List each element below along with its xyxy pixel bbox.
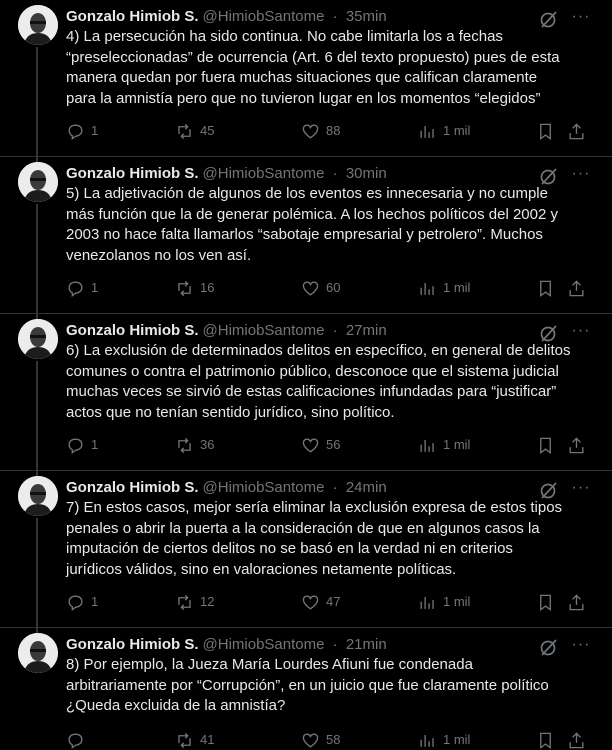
heart-icon: [301, 279, 320, 298]
share-button[interactable]: [567, 121, 586, 141]
like-count: 60: [326, 280, 341, 295]
grok-icon[interactable]: [539, 637, 559, 657]
views-icon: [418, 279, 437, 298]
view-count: 1 mil: [443, 437, 471, 452]
bookmark-button[interactable]: [536, 278, 555, 298]
avatar[interactable]: [18, 162, 58, 202]
bookmark-icon: [536, 731, 555, 750]
retweet-icon: [175, 593, 194, 612]
grok-icon[interactable]: [539, 480, 559, 500]
share-icon: [567, 279, 586, 298]
like-button[interactable]: [301, 121, 340, 141]
timestamp[interactable]: 30min: [345, 165, 387, 182]
reply-button[interactable]: [66, 730, 91, 750]
reply-button[interactable]: [66, 435, 98, 455]
share-icon: [567, 122, 586, 141]
retweet-icon: [175, 436, 194, 455]
author-handle[interactable]: @HimiobSantome: [202, 479, 325, 496]
thread-line: [36, 204, 38, 314]
retweet-count: 45: [200, 123, 215, 138]
share-icon: [567, 593, 586, 612]
grok-icon[interactable]: [539, 9, 559, 29]
author-handle[interactable]: @HimiobSantome: [202, 322, 325, 339]
views-icon: [418, 436, 437, 455]
grok-icon[interactable]: [539, 166, 559, 186]
thread-line: [36, 361, 38, 471]
retweet-button[interactable]: [175, 121, 214, 141]
reply-button[interactable]: [66, 121, 98, 141]
retweet-button[interactable]: [175, 592, 214, 612]
avatar[interactable]: [18, 633, 58, 673]
retweet-count: 41: [200, 732, 215, 747]
tweet[interactable]: Gonzalo Himiob S. @HimiobSantome · 35min ··· 4) La persecución ha sido continua. No cabe limitarla los a fechas “preseleccionadas” de ocurrencia (Art. 6 del texto propuesto) pues de esta manera quedan por fuera muchas situaciones que califican claramente para la amnistía pero que no tuvieron lugar en los momentos “elegidos” 1 45 88 1 mil: [0, 0, 612, 157]
author-name[interactable]: Gonzalo Himiob S.: [66, 636, 199, 653]
tweet[interactable]: Gonzalo Himiob S. @HimiobSantome · 30min ··· 5) La adjetivación de algunos de los eventos es innecesaria y no cumple más función que la de generar polémica. A los hechos políticos del 2002 y 2003 no hace falta llamarlos “sabotaje empresarial y petrolero”. Muchos venezolanos no los ven así. 1 16 60 1 mil: [0, 157, 612, 314]
views-icon: [418, 593, 437, 612]
views-icon: [418, 122, 437, 141]
reply-count: 1: [91, 280, 99, 295]
tweet-text: 6) La exclusión de determinados delitos en específico, en general de delitos comunes o contra el patrimonio público, desconoce que el sistema judicial muchas veces se sirvió de estas calificaciones infundadas para “justificar” actos que no tenían sentido jurídico, sino político.: [66, 342, 571, 421]
retweet-button[interactable]: [175, 278, 214, 298]
bookmark-button[interactable]: [536, 730, 555, 750]
reply-button[interactable]: [66, 278, 98, 298]
reply-icon: [66, 593, 85, 612]
avatar[interactable]: [18, 319, 58, 359]
tweet-text: 7) En estos casos, mejor sería eliminar la exclusión expresa de estos tipos penales o abrir la puerta a la consideración de que en algunos casos la imputación de ciertos delitos no se basó en la verdad ni en criterios jurídicos válidos, sino en valoraciones netamente políticas.: [66, 499, 563, 578]
like-count: 56: [326, 437, 341, 452]
retweet-count: 36: [200, 437, 215, 452]
like-count: 47: [326, 594, 341, 609]
reply-button[interactable]: [66, 592, 98, 612]
timestamp[interactable]: 27min: [345, 322, 387, 339]
thread-line: [36, 518, 38, 628]
share-button[interactable]: [567, 730, 586, 750]
author-name[interactable]: Gonzalo Himiob S.: [66, 479, 199, 496]
retweet-icon: [175, 122, 194, 141]
more-icon[interactable]: ···: [571, 165, 591, 182]
like-count: 58: [326, 732, 341, 747]
author-handle[interactable]: @HimiobSantome: [202, 8, 325, 25]
author-handle[interactable]: @HimiobSantome: [202, 165, 325, 182]
retweet-button[interactable]: [175, 435, 214, 455]
reply-icon: [66, 279, 85, 298]
share-button[interactable]: [567, 592, 586, 612]
views-button[interactable]: [418, 435, 470, 455]
tweet[interactable]: Gonzalo Himiob S. @HimiobSantome · 21min ··· 8) Por ejemplo, la Jueza María Lourdes Afiuni fue condenada arbitrariamente por “Corrupción”, en un juicio que fue claramente político ¿Queda excluida de la amnistía? 41 58 1 mil: [0, 628, 612, 748]
share-button[interactable]: [567, 435, 586, 455]
reply-count: 1: [91, 437, 99, 452]
author-handle[interactable]: @HimiobSantome: [202, 636, 325, 653]
timestamp[interactable]: 21min: [345, 636, 387, 653]
thread-line: [36, 47, 38, 157]
views-button[interactable]: [418, 592, 470, 612]
heart-icon: [301, 436, 320, 455]
views-button[interactable]: [418, 730, 470, 750]
views-button[interactable]: [418, 121, 470, 141]
like-button[interactable]: [301, 278, 340, 298]
views-icon: [418, 731, 437, 750]
like-button[interactable]: [301, 435, 340, 455]
heart-icon: [301, 731, 320, 750]
reply-icon: [66, 436, 85, 455]
bookmark-icon: [536, 593, 555, 612]
like-count: 88: [326, 123, 341, 138]
retweet-count: 12: [200, 594, 215, 609]
author-name[interactable]: Gonzalo Himiob S.: [66, 322, 199, 339]
like-button[interactable]: [301, 730, 340, 750]
timestamp[interactable]: 24min: [345, 479, 387, 496]
share-icon: [567, 731, 586, 750]
grok-icon[interactable]: [539, 323, 559, 343]
tweet-text: 4) La persecución ha sido continua. No cabe limitarla los a fechas “preseleccionadas” de ocurrencia (Art. 6 del texto propuesto) pues de esta manera quedan por fuera muchas situaciones que califican claramente para la amnistía pero que no tuvieron lugar en los momentos “elegidos”: [66, 28, 560, 107]
timestamp[interactable]: 35min: [345, 8, 387, 25]
avatar[interactable]: [18, 476, 58, 516]
tweet[interactable]: Gonzalo Himiob S. @HimiobSantome · 27min ··· 6) La exclusión de determinados delitos en específico, en general de delitos comunes o contra el patrimonio público, desconoce que el sistema judicial muchas veces se sirvió de estas calificaciones infundadas para “justificar” actos que no tenían sentido jurídico, sino político. 1 36 56 1 mil: [0, 314, 612, 471]
share-icon: [567, 436, 586, 455]
retweet-count: 16: [200, 280, 215, 295]
more-icon[interactable]: ···: [571, 322, 591, 339]
like-button[interactable]: [301, 592, 340, 612]
retweet-button[interactable]: [175, 730, 214, 750]
bookmark-button[interactable]: [536, 435, 555, 455]
bookmark-icon: [536, 122, 555, 141]
avatar[interactable]: [18, 5, 58, 45]
author-name[interactable]: Gonzalo Himiob S.: [66, 8, 199, 25]
heart-icon: [301, 122, 320, 141]
heart-icon: [301, 593, 320, 612]
author-name[interactable]: Gonzalo Himiob S.: [66, 165, 199, 182]
more-icon[interactable]: ···: [571, 636, 591, 653]
bookmark-button[interactable]: [536, 592, 555, 612]
bookmark-button[interactable]: [536, 121, 555, 141]
more-icon[interactable]: ···: [571, 8, 591, 25]
view-count: 1 mil: [443, 123, 471, 138]
share-button[interactable]: [567, 278, 586, 298]
reply-count: 1: [91, 123, 99, 138]
more-icon[interactable]: ···: [571, 479, 591, 496]
bookmark-icon: [536, 279, 555, 298]
views-button[interactable]: [418, 278, 470, 298]
view-count: 1 mil: [443, 594, 471, 609]
tweet-text: 8) Por ejemplo, la Jueza María Lourdes Afiuni fue condenada arbitrariamente por “Corrupción”, en un juicio que fue claramente político ¿Queda excluida de la amnistía?: [66, 656, 549, 714]
retweet-icon: [175, 731, 194, 750]
reply-icon: [66, 731, 85, 750]
reply-count: 1: [91, 594, 99, 609]
tweet-text: 5) La adjetivación de algunos de los eventos es innecesaria y no cumple más función que la de generar polémica. A los hechos políticos del 2002 y 2003 no hace falta llamarlos “sabotaje empresarial y petrolero”. Muchos venezolanos no los ven así.: [66, 185, 558, 264]
bookmark-icon: [536, 436, 555, 455]
reply-icon: [66, 122, 85, 141]
view-count: 1 mil: [443, 280, 471, 295]
view-count: 1 mil: [443, 732, 471, 747]
retweet-icon: [175, 279, 194, 298]
tweet[interactable]: Gonzalo Himiob S. @HimiobSantome · 24min ··· 7) En estos casos, mejor sería eliminar la exclusión expresa de estos tipos penales o abrir la puerta a la consideración de que en algunos casos la imputación de ciertos delitos no se basó en la verdad ni en criterios jurídicos válidos, sino en valoraciones netamente políticas. 1 12 47 1 mil: [0, 471, 612, 628]
